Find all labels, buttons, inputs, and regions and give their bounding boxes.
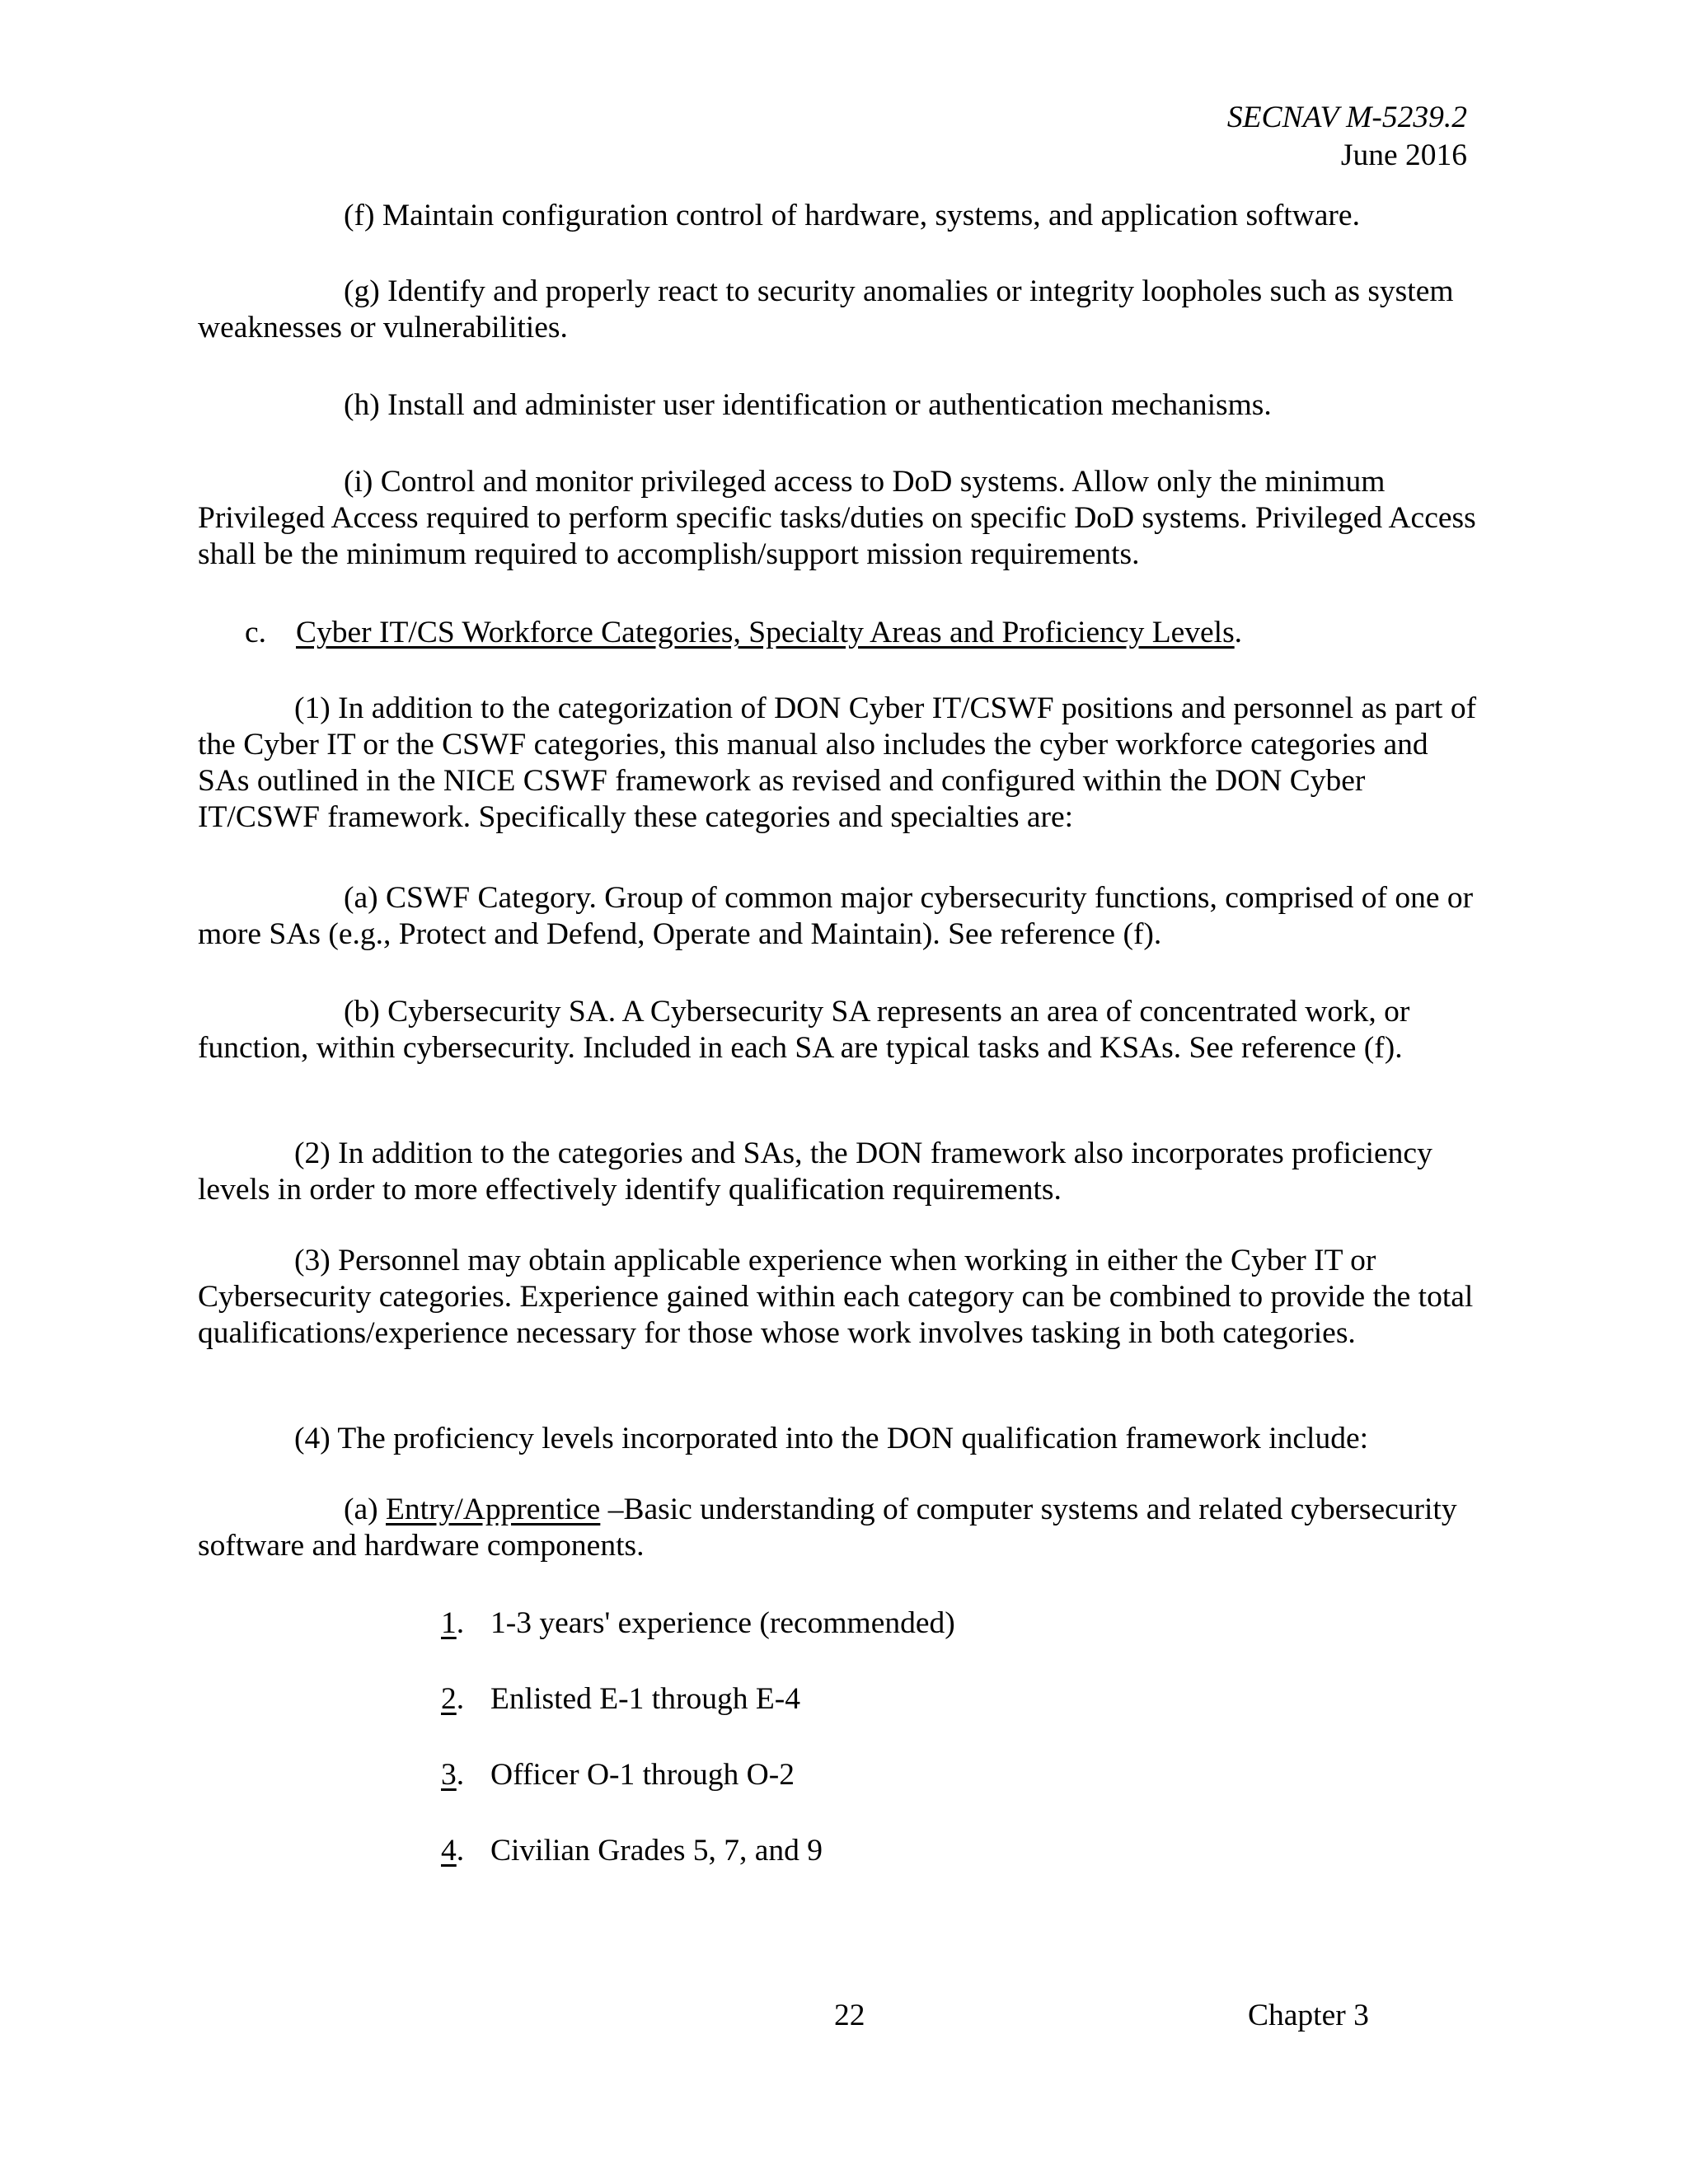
- list-item: 3. Officer O-1 through O-2: [441, 1758, 795, 1792]
- paragraph-2: (2) In addition to the categories and SAs, the DON framework also incorporates proficiency levels in order to more effectively identify qualification requirements.: [198, 1137, 1432, 1207]
- section-c-letter: c.: [245, 616, 267, 649]
- list-item-text: Enlisted E-1 through E-4: [490, 1682, 800, 1716]
- list-item-number: 3: [441, 1758, 457, 1792]
- paragraph-h: (h) Install and administer user identification or authentication mechanisms.: [344, 388, 1272, 422]
- list-item-number: 2: [441, 1682, 457, 1716]
- page-number: 22: [834, 1999, 865, 2032]
- section-c-title-period: .: [1234, 616, 1243, 649]
- document-id: SECNAV M-5239.2: [1226, 101, 1467, 134]
- paragraph-4a-prefix: (a): [344, 1493, 386, 1526]
- list-item-text: Officer O-1 through O-2: [490, 1758, 795, 1792]
- paragraph-f: (f) Maintain configuration control of hardware, systems, and application software.: [344, 199, 1360, 232]
- paragraph-3: (3) Personnel may obtain applicable experience when working in either the Cyber IT or Cybersecurity categories. Experience gained within each category can be combined to provide the total qualifications/experience necessary for those whose work involves tasking in both categories.: [198, 1244, 1474, 1350]
- list-item-text: 1-3 years' experience (recommended): [490, 1606, 955, 1640]
- paragraph-4a-text: –Basic understanding of computer systems and related cybersecurity software and hardware components.: [198, 1493, 1457, 1563]
- paragraph-4: (4) The proficiency levels incorporated into the DON qualification framework include:: [294, 1422, 1369, 1455]
- paragraph-i: (i) Control and monitor privileged access to DoD systems. Allow only the minimum Privileged Access required to perform specific tasks/duties on specific DoD systems. Privileged Access shall be the minimum required to accomplish/support mission requirements.: [198, 465, 1476, 571]
- paragraph-4a-term: Entry/Apprentice: [386, 1493, 601, 1526]
- paragraph-g: (g) Identify and properly react to security anomalies or integrity loopholes such as system weaknesses or vulnerabilities.: [198, 274, 1454, 344]
- paragraph-1a: (a) CSWF Category. Group of common major cybersecurity functions, comprised of one or more SAs (e.g., Protect and Defend, Operate and Maintain). See reference (f).: [198, 881, 1474, 951]
- paragraph-4a: [198, 1492, 1484, 1564]
- paragraph-1b: (b) Cybersecurity SA. A Cybersecurity SA represents an area of concentrated work, or function, within cybersecurity. Included in each SA are typical tasks and KSAs. See reference (f).: [198, 995, 1410, 1065]
- list-item: 1. 1-3 years' experience (recommended): [441, 1606, 955, 1640]
- list-item: 2. Enlisted E-1 through E-4: [441, 1682, 800, 1716]
- list-item-number: 4: [441, 1834, 457, 1868]
- list-item-number: 1: [441, 1606, 457, 1640]
- document-date: June 2016: [1340, 138, 1467, 172]
- list-item-text: Civilian Grades 5, 7, and 9: [490, 1834, 823, 1868]
- section-c-title: Cyber IT/CS Workforce Categories, Specialty Areas and Proficiency Levels: [296, 616, 1235, 649]
- page-header: [1227, 99, 1467, 175]
- chapter-label: Chapter 3: [1248, 1999, 1369, 2032]
- list-item: 4. Civilian Grades 5, 7, and 9: [441, 1834, 823, 1868]
- paragraph-1: (1) In addition to the categorization of DON Cyber IT/CSWF positions and personnel as part of the Cyber IT or the CSWF categories, this manual also includes the cyber workforce categories and SAs outlined in the NICE CSWF framework as revised and configured within the DON Cyber IT/CSWF framework. Specifically these categories and specialties are:: [198, 691, 1477, 834]
- section-c-heading: [245, 615, 1242, 651]
